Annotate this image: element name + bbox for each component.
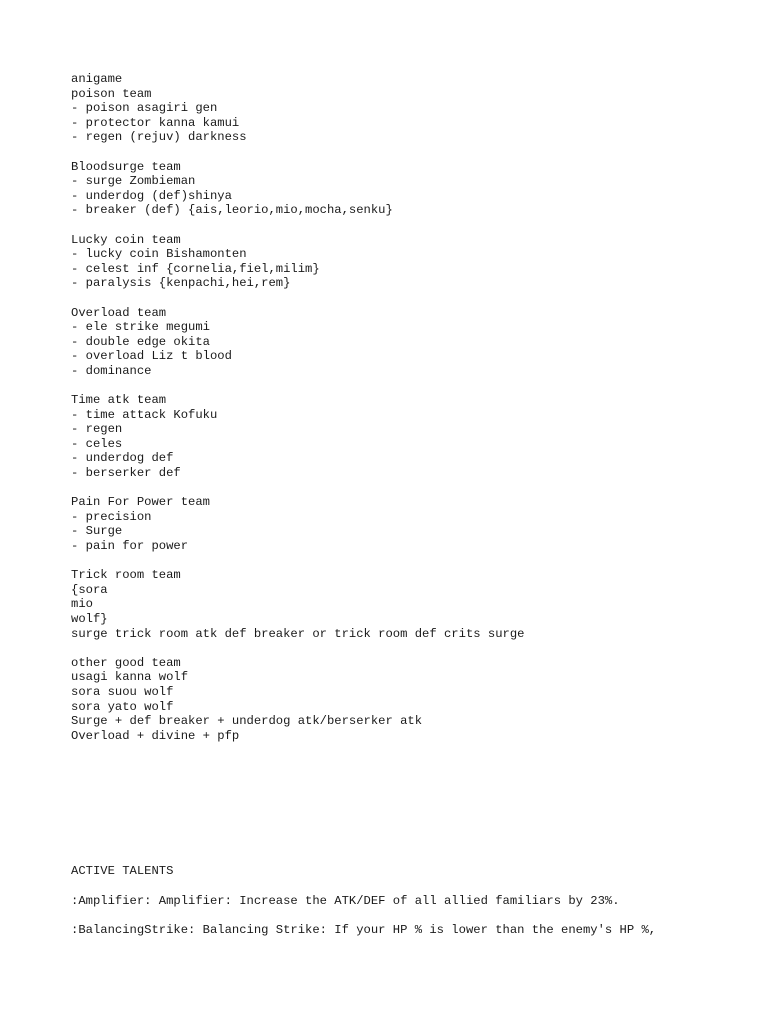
team-line: wolf} <box>71 611 108 626</box>
team-line: - lucky coin Bishamonten <box>71 247 247 262</box>
team-line: - surge Zombieman <box>71 174 196 189</box>
team-line: - celes <box>71 436 123 451</box>
team-block-bloodsurge <box>71 160 748 218</box>
team-line: - pain for power <box>71 539 189 553</box>
team-title: Trick room team <box>71 568 181 583</box>
team-line: - time attack Kofuku <box>71 407 218 422</box>
talent-entry: :Amplifier: Amplifier: Increase the ATK/DEF of all allied familiars by 23%. <box>71 893 620 908</box>
talent-entry: :BalancingStrike: Balancing Strike: If your HP % is lower than the enemy's HP %, <box>71 923 657 938</box>
team-title: Bloodsurge team <box>71 159 181 174</box>
team-title: Lucky coin team <box>71 232 181 247</box>
team-line: Overload + divine + pfp <box>71 728 240 743</box>
team-title: poison team <box>71 86 152 101</box>
team-line: - underdog def <box>71 451 174 466</box>
document-header: anigame <box>71 72 123 86</box>
team-block-poison <box>71 87 748 145</box>
team-line: surge trick room atk def breaker or trick room def crits surge <box>71 626 525 641</box>
team-line: - dominance <box>71 363 152 378</box>
team-line: - ele strike megumi <box>71 320 210 335</box>
team-title: other good team <box>71 655 181 670</box>
team-block-other-good <box>71 656 748 744</box>
team-line: - protector kanna kamui <box>71 115 240 130</box>
team-line: - regen (rejuv) darkness <box>71 130 247 145</box>
team-line: {sora <box>71 582 108 597</box>
team-block-time-atk <box>71 393 748 481</box>
team-block-lucky-coin <box>71 233 748 291</box>
team-block-trick-room <box>71 568 748 641</box>
team-line: - regen <box>71 422 123 437</box>
team-line: usagi kanna wolf <box>71 670 189 685</box>
team-block-pain-for-power <box>71 495 748 553</box>
team-line: mio <box>71 597 93 612</box>
team-title: Pain For Power team <box>71 495 210 510</box>
notes-document <box>71 72 748 758</box>
team-line: - berserker def <box>71 466 181 481</box>
team-line: Surge + def breaker + underdog atk/berserker atk <box>71 714 423 729</box>
team-title: Overload team <box>71 305 167 320</box>
team-line: - underdog (def)shinya <box>71 188 232 203</box>
team-line: - paralysis {kenpachi,hei,rem} <box>71 276 291 291</box>
team-line: sora suou wolf <box>71 684 174 699</box>
team-block-overload <box>71 306 748 379</box>
team-title: Time atk team <box>71 393 167 408</box>
team-line: sora yato wolf <box>71 699 174 714</box>
team-line: - overload Liz t blood <box>71 349 232 364</box>
team-line: - poison asagiri gen <box>71 101 218 116</box>
team-line: - Surge <box>71 524 123 539</box>
team-line: - precision <box>71 509 152 524</box>
team-line: - double edge okita <box>71 334 210 349</box>
active-talents-section <box>71 864 748 953</box>
team-line: - breaker (def) {ais,leorio,mio,mocha,senku} <box>71 203 393 218</box>
team-line: - celest inf {cornelia,fiel,milim} <box>71 261 320 276</box>
talents-heading: ACTIVE TALENTS <box>71 864 174 878</box>
